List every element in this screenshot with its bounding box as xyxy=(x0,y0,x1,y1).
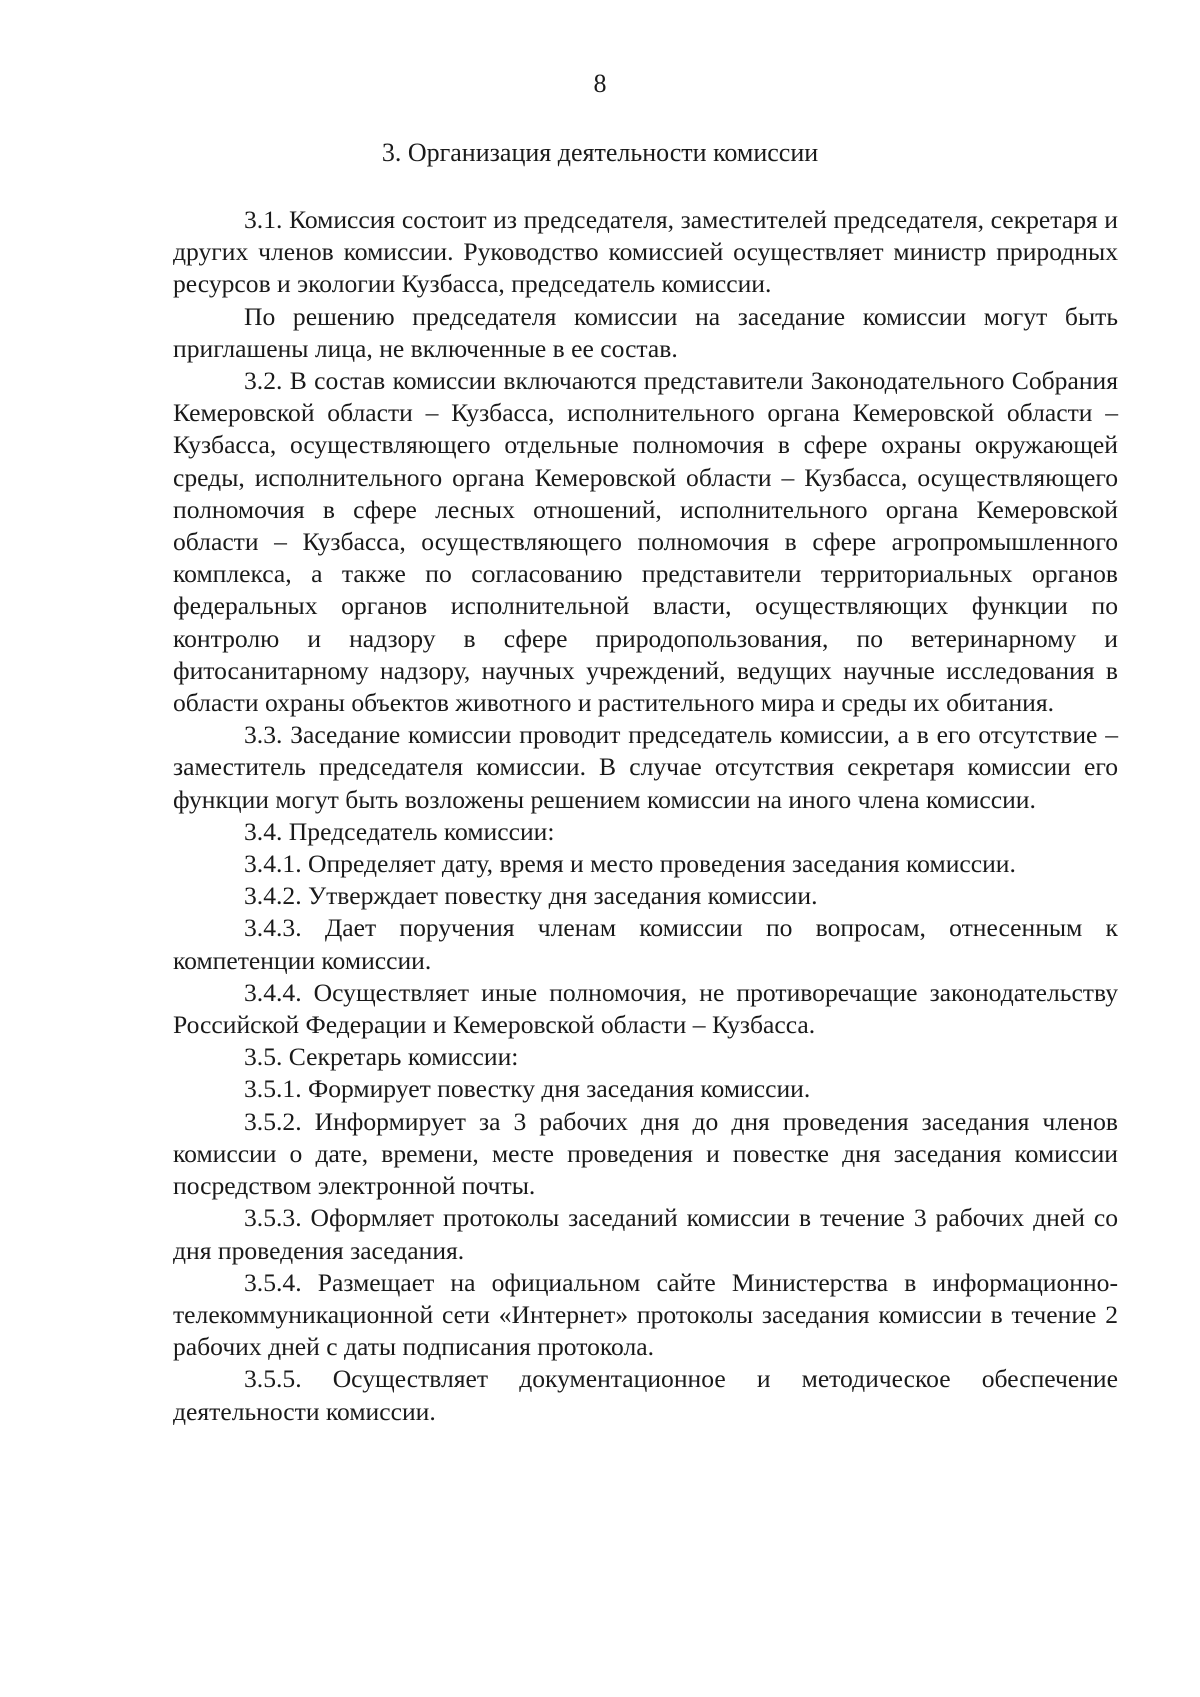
paragraph-3-5-1: 3.5.1. Формирует повестку дня заседания комиссии. xyxy=(244,1074,811,1104)
paragraph-3-2: 3.2. В состав комиссии включаются представители Законодательного Собрания Кемеровской области – Кузбасса, исполнительного органа Кемеровской области – Кузбасса, осуществляющего отдельные полномочия в сфере охраны окружающей среды, исполнительного органа Кемеровской области – Кузбасса, осуществляющего полномочия в сфере лесных отношений, исполнительного органа Кемеровской области – Кузбасса, осуществляющего полномочия в сфере агропромышленного комплекса, а также по согласованию представители территориальных органов федеральных органов исполнительной власти, осуществляющих функции по контролю и надзору в сфере природопользования, по ветеринарному и фитосанитарному надзору, научных учреждений, ведущих научные исследования в области охраны объектов животного и растительного мира и среды их обитания. xyxy=(173,366,1118,718)
paragraph-3-5-4: 3.5.4. Размещает на официальном сайте Министерства в информационно-телекоммуникационной сети «Интернет» протоколы заседания комиссии в течение 2 рабочих дней с даты подписания протокола. xyxy=(173,1267,1118,1362)
paragraph-3-1-invitation: По решению председателя комиссии на заседание комиссии могут быть приглашены лица, не включенные в ее состав. xyxy=(173,301,1118,363)
page-number: 8 xyxy=(593,69,607,98)
paragraph-3-4-3: 3.4.3. Дает поручения членам комиссии по вопросам, отнесенным к компетенции комиссии. xyxy=(173,913,1118,975)
paragraph-3-4-4: 3.4.4. Осуществляет иные полномочия, не противоречащие законодательству Российской Федерации и Кемеровской области – Кузбасса. xyxy=(173,977,1118,1040)
paragraph-3-5-3: 3.5.3. Оформляет протоколы заседаний комиссии в течение 3 рабочих дней со дня проведения заседания. xyxy=(173,1203,1118,1265)
paragraph-3-4-1: 3.4.1. Определяет дату, время и место проведения заседания комиссии. xyxy=(244,849,1016,879)
paragraph-3-1: 3.1. Комиссия состоит из председателя, заместителей председателя, секретаря и других членов комиссии. Руководство комиссией осуществляет министр природных ресурсов и экологии Кузбасса, председатель комиссии. xyxy=(173,205,1118,299)
section-title: 3. Организация деятельности комиссии xyxy=(381,138,819,167)
paragraph-3-5-2: 3.5.2. Информирует за 3 рабочих дня до дня проведения заседания членов комиссии о дате, времени, месте проведения и повестке дня заседания комиссии посредством электронной почты. xyxy=(173,1106,1118,1201)
document-body xyxy=(173,204,1118,1428)
paragraph-3-3: 3.3. Заседание комиссии проводит председатель комиссии, а в его отсутствие – заместитель председателя комиссии. В случае отсутствия секретаря комиссии его функции могут быть возложены решением комиссии на иного члена комиссии. xyxy=(173,720,1118,814)
paragraph-3-4-2: 3.4.2. Утверждает повестку дня заседания комиссии. xyxy=(244,881,818,911)
paragraph-3-5-5: 3.5.5. Осуществляет документационное и методическое обеспечение деятельности комиссии. xyxy=(173,1364,1118,1426)
paragraph-3-4: 3.4. Председатель комиссии: xyxy=(244,816,555,846)
paragraph-3-5: 3.5. Секретарь комиссии: xyxy=(244,1042,519,1072)
